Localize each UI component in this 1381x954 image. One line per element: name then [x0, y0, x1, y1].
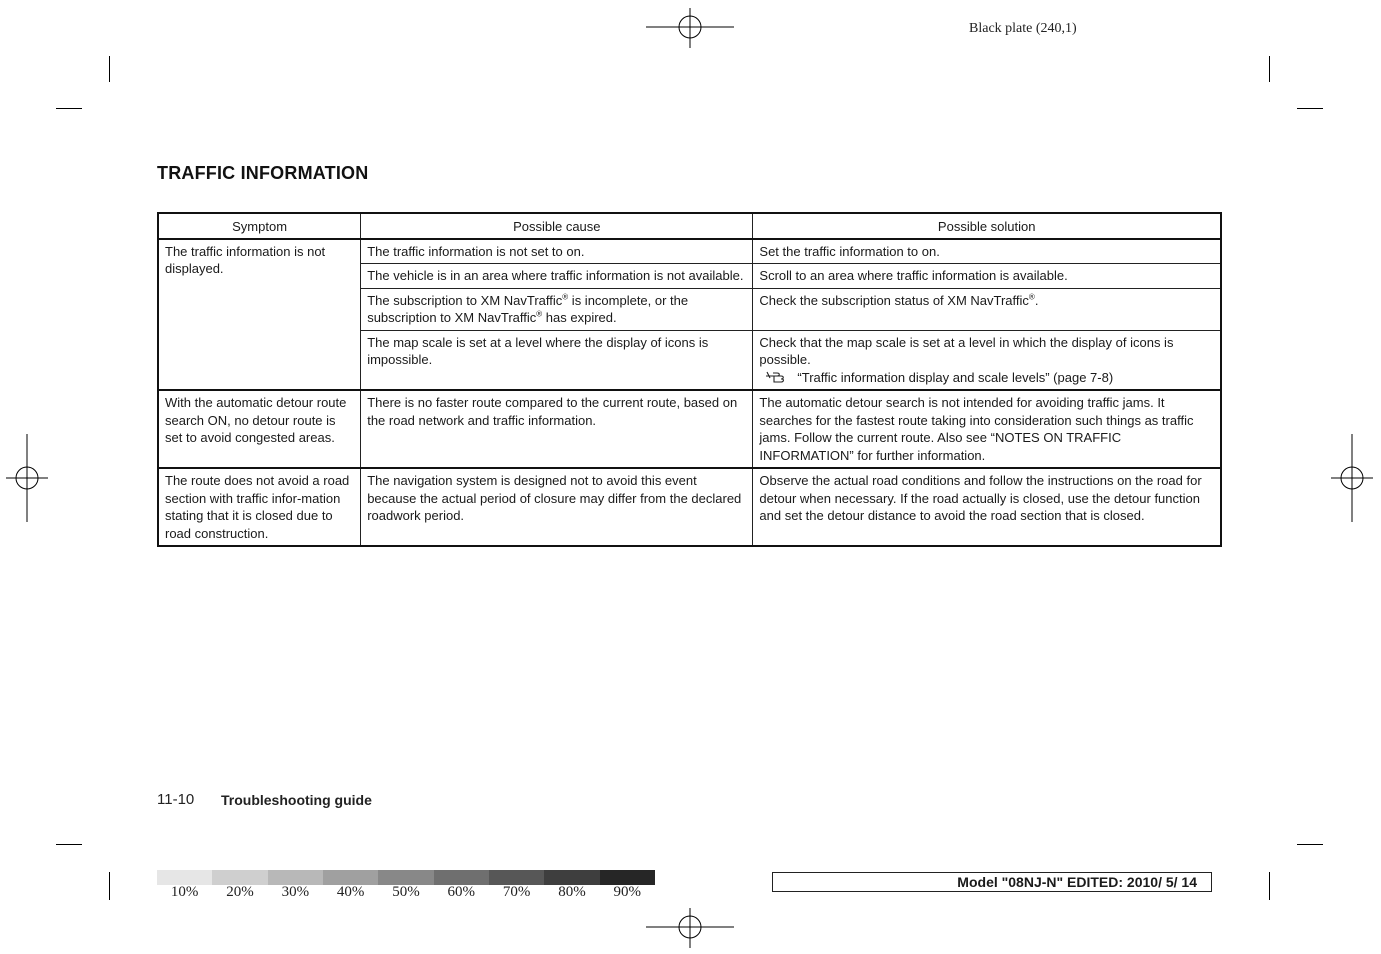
density-swatch	[434, 870, 489, 885]
column-header-cause: Possible cause	[361, 213, 753, 239]
density-swatch	[323, 870, 378, 885]
crop-mark	[1297, 844, 1323, 845]
solution-text: .	[1034, 292, 1039, 308]
solution-cell	[753, 288, 1221, 330]
density-label: 40%	[336, 884, 365, 900]
cause-text: has expired.	[542, 310, 617, 325]
crop-mark	[56, 108, 82, 109]
crosshair-icon	[646, 8, 734, 48]
table-row	[158, 390, 1221, 468]
symptom-cell: The route does not avoid a road section with traffic infor-mation stating that it is closed due to road construction.	[158, 468, 361, 546]
density-swatch	[544, 870, 599, 885]
plate-label: Black plate (240,1)	[969, 21, 1077, 36]
density-scale-bar	[157, 870, 655, 885]
page-title: TRAFFIC INFORMATION	[157, 163, 369, 183]
registration-mark-bottom	[646, 908, 734, 948]
solution-cell: Observe the actual road conditions and follow the instructions on the road for detour when necessary. If the road actually is closed, use the detour function and set the detour distance to avoid the road section that is closed.	[753, 468, 1221, 546]
model-edit-label: Model "08NJ-N" EDITED: 2010/ 5/ 14	[772, 872, 1212, 892]
density-label: 10%	[170, 884, 199, 900]
table-row	[158, 239, 1221, 264]
crosshair-icon	[646, 908, 734, 948]
crosshair-icon	[6, 434, 48, 522]
density-swatch	[268, 870, 323, 885]
pointing-hand-reference-icon	[765, 370, 789, 384]
crosshair-icon	[1331, 434, 1373, 522]
crop-mark	[109, 872, 110, 900]
registered-mark: ®	[562, 292, 569, 302]
cause-cell: The vehicle is in an area where traffic information is not available.	[361, 264, 753, 289]
cause-cell: The traffic information is not set to on.	[361, 239, 753, 264]
crop-mark	[109, 56, 110, 82]
density-swatch	[212, 870, 267, 885]
density-swatch	[378, 870, 433, 885]
table-header-row	[158, 213, 1221, 239]
solution-cell	[753, 330, 1221, 390]
density-label: 70%	[502, 884, 531, 900]
cause-cell	[361, 288, 753, 330]
troubleshooting-table	[157, 212, 1222, 547]
page-reference-text: “Traffic information display and scale levels” (page 7-8)	[797, 369, 1114, 385]
column-header-symptom: Symptom	[158, 213, 361, 239]
density-label: 20%	[226, 884, 254, 900]
density-label: 50%	[392, 884, 420, 900]
cause-cell: The map scale is set at a level where the display of icons is impossible.	[361, 330, 753, 390]
solution-cell: Scroll to an area where traffic information is available.	[753, 264, 1221, 289]
density-swatch	[157, 870, 212, 885]
cause-cell: There is no faster route compared to the current route, based on the road network and traffic information.	[361, 390, 753, 468]
solution-text: Check the subscription status of XM NavTraffic	[759, 292, 1029, 308]
density-labels	[157, 884, 655, 901]
registration-mark-top	[646, 8, 734, 48]
density-label: 30%	[281, 884, 310, 900]
section-label: Troubleshooting guide	[221, 792, 372, 808]
density-label: 90%	[613, 884, 642, 900]
crop-mark	[56, 844, 82, 845]
crop-mark	[1269, 56, 1270, 82]
table-row	[158, 468, 1221, 546]
solution-text: Check that the map scale is set at a level in which the display of icons is possible.	[759, 334, 1174, 367]
density-label: 80%	[558, 884, 586, 900]
cause-text: The subscription to XM NavTraffic	[367, 292, 563, 308]
density-swatch	[600, 870, 655, 885]
registration-mark-left	[6, 434, 48, 522]
solution-cell: The automatic detour search is not intended for avoiding traffic jams. It searches for the fastest route taking into consideration such things as traffic jams. Follow the current route. Also see “NOTES ON TRAFFIC INFORMATION” for further information.	[753, 390, 1221, 468]
density-label: 60%	[447, 884, 476, 900]
symptom-cell: The traffic information is not displayed.	[158, 239, 361, 391]
registered-mark: ®	[1028, 292, 1035, 302]
registered-mark: ®	[536, 309, 543, 319]
registration-mark-right	[1331, 434, 1373, 522]
crop-mark	[1269, 872, 1270, 900]
page-number: 11-10	[157, 791, 195, 808]
column-header-solution: Possible solution	[753, 213, 1221, 239]
density-swatch	[489, 870, 544, 885]
symptom-cell: With the automatic detour route search ON, no detour route is set to avoid congested areas.	[158, 390, 361, 468]
cause-cell: The navigation system is designed not to avoid this event because the actual period of closure may differ from the declared roadwork period.	[361, 468, 753, 546]
solution-cell: Set the traffic information to on.	[753, 239, 1221, 264]
cause-text: is incomplete, or the subscription to XM NavTraffic	[367, 292, 689, 325]
crop-mark	[1297, 108, 1323, 109]
page-reference[interactable]	[759, 369, 1215, 387]
